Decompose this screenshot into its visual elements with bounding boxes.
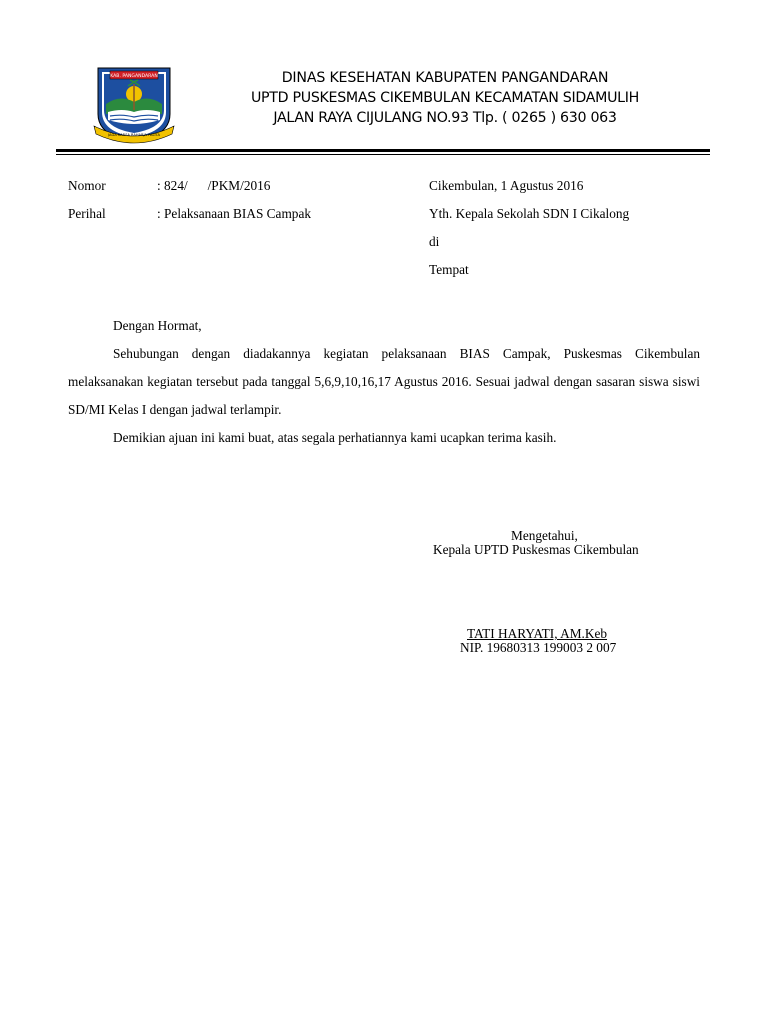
greeting: Dengan Hormat, [113,318,202,333]
letterhead-line-address: JALAN RAYA CIJULANG NO.93 Tlp. ( 0265 ) 630 063 [273,110,617,126]
letterhead-line-unit: UPTD PUSKESMAS CIKEMBULAN KECAMATAN SIDAMULIH [250,90,640,106]
perihal-value: : Pelaksanaan BIAS Campak [157,206,311,221]
letterhead-thin-rule [56,154,710,155]
letter-date: Cikembulan, 1 Agustus 2016 [429,178,584,193]
body-paragraph-2: Demikian ajuan ini kami buat, atas segala perhatiannya kami ucapkan terima kasih. [113,430,557,445]
letterhead-line-agency: DINAS KESEHATAN KABUPATEN PANGANDARAN [281,70,609,86]
recipient: Yth. Kepala Sekolah SDN I Cikalong [429,206,630,221]
nomor-label: Nomor [68,178,106,193]
recipient-di: di [429,234,440,249]
svg-text:KAB. PANGANDARAN: KAB. PANGANDARAN [110,74,158,79]
signatory-position: Kepala UPTD Puskesmas Cikembulan [433,542,639,557]
letterhead-thick-rule [56,149,710,152]
signatory-nip: NIP. 19680313 199003 2 007 [460,640,617,655]
regency-emblem-logo [92,64,176,144]
perihal-label: Perihal [68,206,106,221]
signatory-name: TATI HARYATI, AM.Keb [467,626,608,641]
acknowledged-label: Mengetahui, [511,528,578,543]
recipient-place: Tempat [429,262,469,277]
svg-text:JAGA KARSA RAHARJA PALITA: JAGA KARSA RAHARJA PALITA [108,133,160,137]
letterhead [180,68,710,128]
nomor-value: : 824/ /PKM/2016 [157,178,271,193]
body-paragraph-1: Sehubungan dengan diadakannya kegiatan pelaksanaan BIAS Campak, Puskesmas Cikembulan melaksanakan kegiatan tersebut pada tanggal 5,6,9,10,16,17 Agustus 2016. Sesuai jadwal dengan sasaran siswa siswi SD/MI Kelas I dengan jadwal terlampir. [68,346,700,417]
